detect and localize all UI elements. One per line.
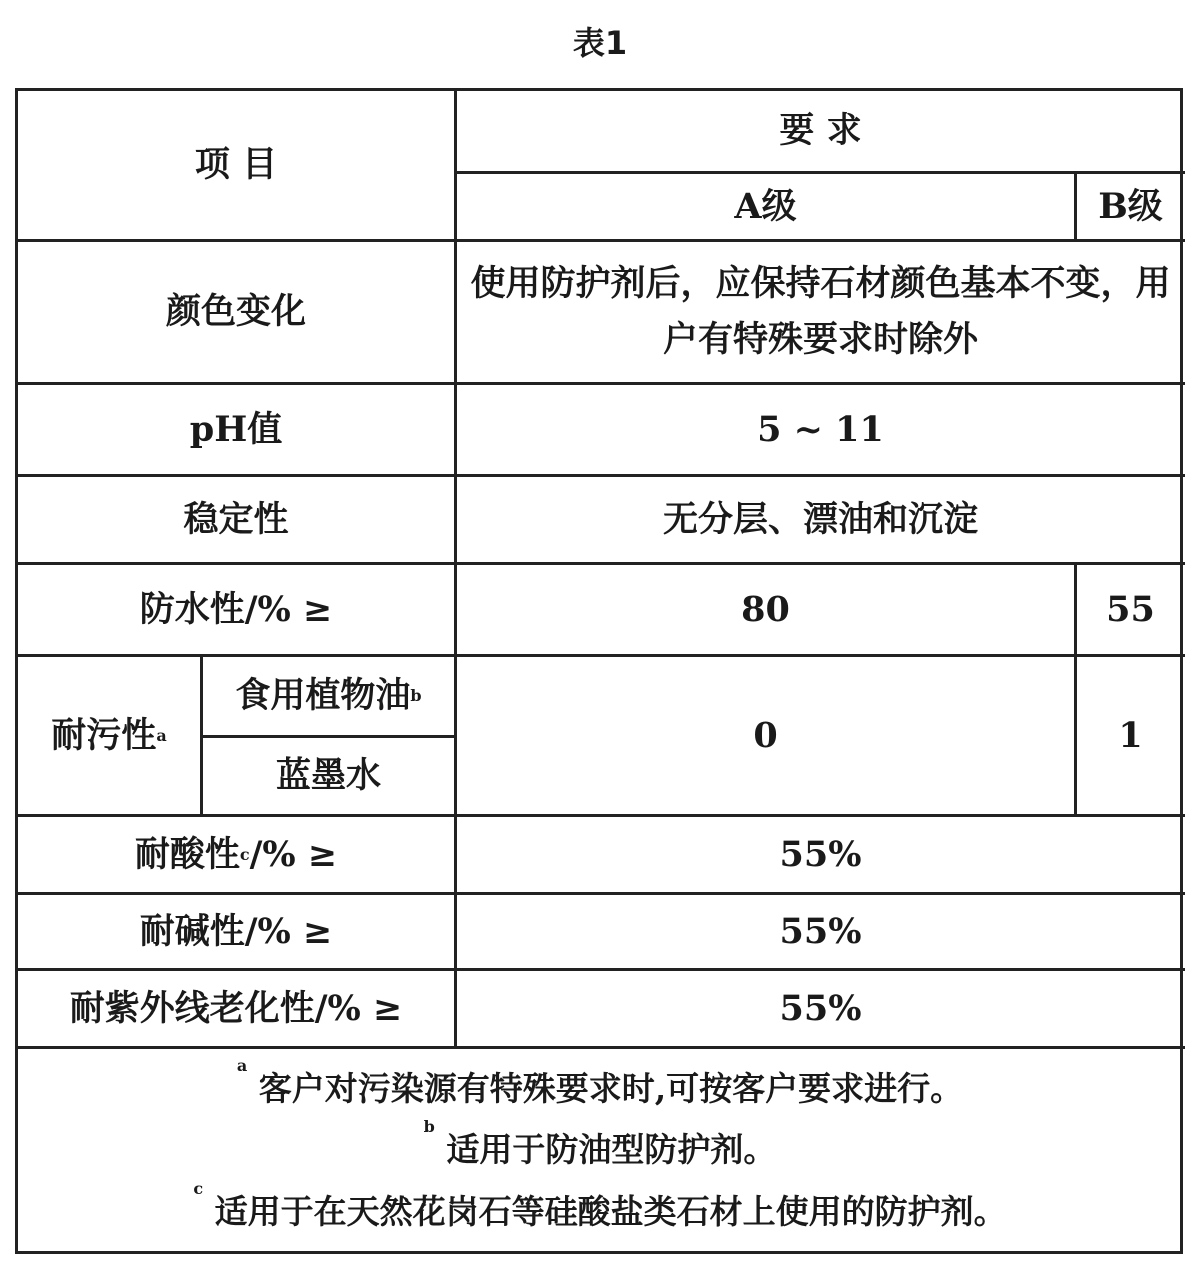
header-item: 项 目 xyxy=(194,144,278,185)
row-alkali-value: 55% xyxy=(779,910,862,952)
footnote-b xyxy=(424,1119,777,1180)
footnote-mark: b xyxy=(423,1117,435,1137)
row-stain-sub2: 蓝墨水 xyxy=(275,755,381,796)
header-grade-b: B级 xyxy=(1098,185,1163,227)
row-color-value: 使用防护剂后，应保持石材颜色基本不变，用户有特殊要求时除外 xyxy=(470,263,1171,360)
row-waterproof-a: 80 xyxy=(741,588,790,630)
table-title: 表1 xyxy=(572,24,628,62)
row-stability-value: 无分层、漂油和沉淀 xyxy=(662,498,978,540)
row-stain-label xyxy=(18,657,200,814)
footnote-text: 客户对污染源有特殊要求时,可按客户要求进行。 xyxy=(258,1069,964,1109)
row-stain-a: 0 xyxy=(753,714,778,756)
row-color-label: 颜色变化 xyxy=(165,291,306,332)
row-stain-b: 1 xyxy=(1118,714,1143,756)
row-stain-sub1 xyxy=(203,657,454,735)
footnote-mark: b xyxy=(410,686,422,705)
footnote-mark: c xyxy=(193,1178,204,1198)
footnote-mark: c xyxy=(239,844,250,864)
divider xyxy=(15,1046,1185,1049)
stain-sub1-text: 食用植物油 xyxy=(235,675,411,716)
footnote-text: 适用于在天然花岗石等硅酸盐类石材上使用的防护剂。 xyxy=(214,1191,1007,1231)
row-stability-label: 稳定性 xyxy=(183,498,289,540)
row-acid-value: 55% xyxy=(779,833,862,875)
footnote-mark: a xyxy=(236,1056,248,1076)
row-ph-value: 5 ~ 11 xyxy=(757,408,884,450)
row-alkali-label: 耐碱性/% ≥ xyxy=(139,910,333,952)
header-requirement: 要 求 xyxy=(779,110,862,151)
footnote-a xyxy=(237,1058,963,1119)
footnote-text: 适用于防油型防护剂。 xyxy=(446,1130,777,1170)
footnote-mark: a xyxy=(156,725,167,745)
row-uv-label: 耐紫外线老化性/% ≥ xyxy=(69,987,403,1029)
footnote-c xyxy=(193,1178,1007,1242)
stain-label-text: 耐污性 xyxy=(51,714,157,756)
row-waterproof-label: 防水性/% ≥ xyxy=(139,588,333,630)
acid-label-text: 耐酸性 xyxy=(134,833,240,875)
row-uv-value: 55% xyxy=(779,987,862,1029)
row-ph-label: pH值 xyxy=(189,408,283,450)
header-grade-a: A级 xyxy=(734,185,797,227)
row-waterproof-b: 55 xyxy=(1106,588,1155,630)
acid-label-suffix: /% ≥ xyxy=(249,833,338,875)
footnotes xyxy=(18,1050,1182,1250)
row-acid-label xyxy=(18,817,454,892)
